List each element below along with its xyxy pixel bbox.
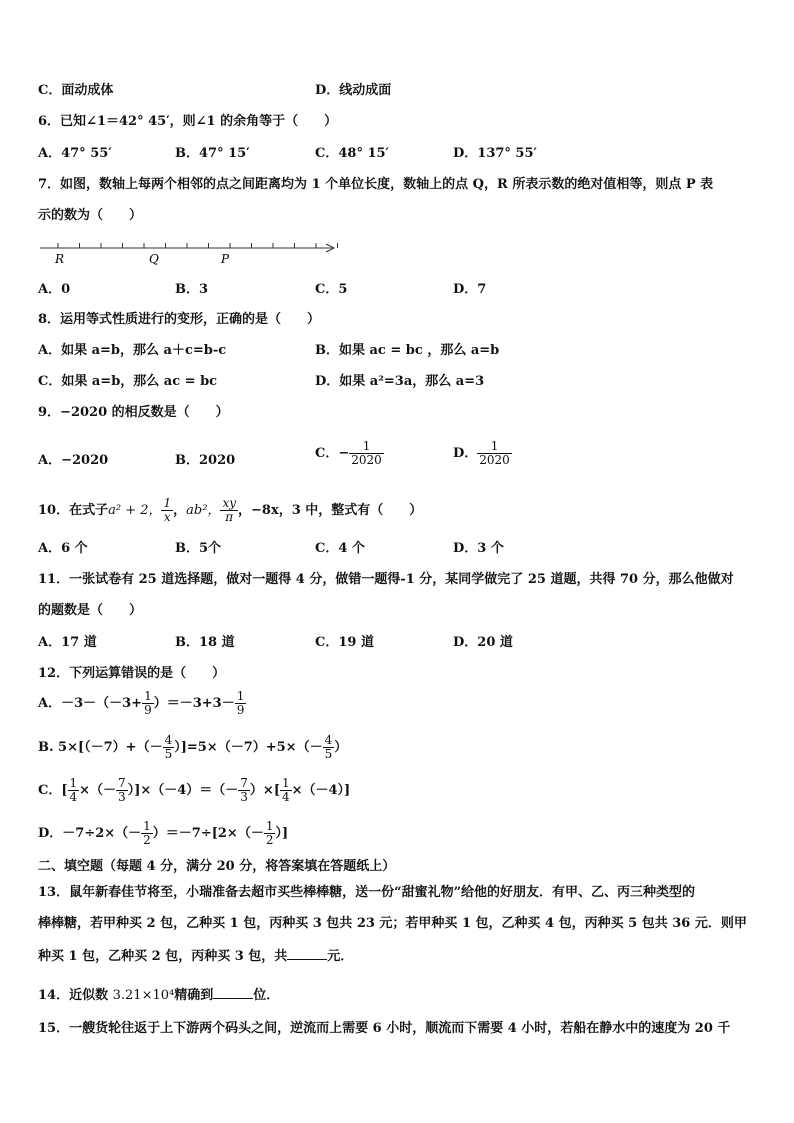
text-segment: 14．近似数 <box>38 988 113 1003</box>
fraction <box>68 777 80 804</box>
q9-stem: 9．−2020 的相反数是（ ） <box>38 405 229 420</box>
q10-comma: ， <box>237 503 251 518</box>
q15-line1: 15．一艘货轮往返于上下游两个码头之间，逆流而上需要 6 小时，顺流而下需要 4 小时，若船在静水中的速度为 20 千 <box>38 1021 731 1036</box>
fraction-numerator: 1 <box>265 819 274 833</box>
q8-option-d: D．如果 a²=3a，那么 a=3 <box>315 374 485 389</box>
fraction-denominator: 9 <box>144 703 152 717</box>
q9-option-c-minus: − <box>338 446 350 461</box>
q10-fraction-1 <box>161 497 173 524</box>
q11-option-a: A．17 道 <box>38 635 97 650</box>
fraction <box>280 777 292 804</box>
fraction-denominator: x <box>161 510 173 524</box>
q6-option-b: B．47° 15′ <box>175 146 250 161</box>
fraction-numerator: xy <box>222 496 236 510</box>
q11-stem-line1: 11．一张试卷有 25 道选择题，做对一题得 4 分，做错一题得-1 分，某同学做完了 25 道题，共得 70 分，那么他做对 <box>38 572 734 587</box>
fraction-denominator: 5 <box>164 747 173 761</box>
q10-fraction-2 <box>220 497 238 524</box>
fraction-numerator: 1 <box>143 819 151 833</box>
q13-line3 <box>38 946 353 966</box>
q7-option-d: D．7 <box>453 282 487 297</box>
q9-option-d-label: D． <box>453 446 478 461</box>
fraction-denominator: 3 <box>240 790 248 804</box>
q11-option-c: C．19 道 <box>315 635 374 650</box>
q12-stem: 12．下列运算错误的是（ ） <box>38 666 226 681</box>
q10-comma: ， <box>173 503 187 518</box>
q7-stem-line1: 7．如图，数轴上每两个相邻的点之间距离均为 1 个单位长度，数轴上的点 Q，R 所表示数的绝对值相等，则点 P 表 <box>38 177 714 192</box>
q9-option-b: B．2020 <box>175 453 236 468</box>
fraction-denominator: 4 <box>281 790 290 804</box>
answer-blank <box>213 985 253 999</box>
fraction <box>163 734 175 761</box>
q13-line1: 13．鼠年新春佳节将至，小瑞准备去超市买些棒棒糖，送一份“甜蜜礼物”给他的好朋友．有甲、乙、丙三种类型的 <box>38 885 696 900</box>
fraction-numerator: 1 <box>144 689 152 703</box>
text-segment: 种买 1 包，乙种买 2 包，丙种买 3 包，共 <box>38 949 288 964</box>
text-segment: ）] <box>275 826 289 841</box>
text-segment: ×（－ <box>79 783 117 798</box>
q6-stem: 6．已知∠1＝42° 45′，则∠1 的余角等于（ ） <box>38 114 338 129</box>
q10-expr-3: ab²， <box>186 503 221 518</box>
q9-option-c <box>315 440 384 467</box>
fraction-numerator: 1 <box>163 496 172 510</box>
q10-prefix: 10．在式子 <box>38 503 109 518</box>
q9-option-a: A．−2020 <box>38 453 109 468</box>
text-segment: 元． <box>327 949 354 964</box>
text-segment: ×（－4）] <box>291 783 351 798</box>
text-segment: ）＝－3+3－ <box>153 696 235 711</box>
fraction-numerator: 1 <box>362 439 371 453</box>
q10-option-d: D．3 个 <box>453 541 504 556</box>
section-2-heading: 二、填空题（每题 4 分，满分 20 分，将答案填在答题纸上） <box>38 859 396 874</box>
text-segment: 位． <box>253 988 280 1003</box>
q8-stem: 8．运用等式性质进行的变形，正确的是（ ） <box>38 312 321 327</box>
fraction-numerator: 4 <box>164 733 173 747</box>
fraction <box>323 734 335 761</box>
q8-option-b: B．如果 ac = bc ，那么 a=b <box>315 343 500 358</box>
fraction-numerator: 7 <box>118 776 126 790</box>
fraction-denominator: 3 <box>118 790 126 804</box>
text-segment: ） <box>334 740 348 755</box>
q10-option-a: A．6 个 <box>38 541 88 556</box>
fraction-numerator: 1 <box>236 689 245 703</box>
q14-stem <box>38 985 279 1005</box>
fraction-denominator: 2020 <box>479 453 510 467</box>
q10-option-b: B．5个 <box>175 541 222 556</box>
fraction-numerator: 1 <box>490 439 499 453</box>
q7-stem-line2: 示的数为（ ） <box>38 208 143 223</box>
text-segment: 精确到 <box>174 988 214 1003</box>
q5-option-d: D．线动成面 <box>315 83 392 98</box>
q7-option-a: A．0 <box>38 282 71 297</box>
q11-option-d: D．20 道 <box>453 635 513 650</box>
number-line-ticks <box>58 243 338 248</box>
point-p-label: P <box>221 252 230 266</box>
fraction-denominator: 2 <box>143 833 151 847</box>
fraction <box>116 777 128 804</box>
fraction <box>238 777 250 804</box>
fraction-denominator: 5 <box>324 747 333 761</box>
q11-stem-line2: 的题数是（ ） <box>38 603 143 618</box>
q10-option-c: C．4 个 <box>315 541 365 556</box>
point-q-label: Q <box>149 252 159 266</box>
q10-expr-1: a² + 2， <box>108 503 162 518</box>
q10-stem <box>38 497 422 524</box>
fraction-denominator: π <box>220 510 238 524</box>
q12-option-d <box>38 820 288 847</box>
fraction-denominator: 9 <box>236 703 245 717</box>
text-segment: ）]=5×（－7）+5×（－ <box>174 740 323 755</box>
q12-option-b <box>38 734 347 761</box>
q10-rest: −8x，3 中，整式有（ ） <box>251 503 423 518</box>
q9-option-d-fraction <box>477 440 512 467</box>
text-segment: ）]×（－4）＝（－ <box>127 783 239 798</box>
q6-option-d: D．137° 55′ <box>453 146 537 161</box>
fraction-numerator: 4 <box>324 733 333 747</box>
fraction-numerator: 1 <box>281 776 290 790</box>
q12-option-c <box>38 777 350 804</box>
fraction <box>141 820 153 847</box>
fraction <box>264 820 276 847</box>
q11-option-b: B．18 道 <box>175 635 235 650</box>
q9-option-c-label: C． <box>315 446 339 461</box>
q7-number-line-figure <box>36 236 340 270</box>
answer-blank <box>287 946 327 960</box>
q8-option-a: A．如果 a=b，那么 a＋c=b-c <box>38 343 227 358</box>
approx-number: 3.21×10⁴ <box>112 988 175 1003</box>
fraction-numerator: 1 <box>69 776 78 790</box>
fraction-denominator: 2020 <box>351 453 382 467</box>
q9-option-d <box>453 440 512 467</box>
q8-option-c: C．如果 a=b，那么 ac = bc <box>38 374 218 389</box>
text-segment: D．－7÷2×（－ <box>38 826 142 841</box>
q9-option-c-fraction <box>349 440 384 467</box>
fraction-denominator: 2 <box>265 833 274 847</box>
text-segment: A．－3－（－3+ <box>38 696 143 711</box>
text-segment: C．[ <box>38 783 68 798</box>
fraction <box>142 690 154 717</box>
text-segment: B. 5×[（－7）+（－ <box>38 740 163 755</box>
point-r-label: R <box>55 252 65 266</box>
q7-option-b: B．3 <box>175 282 209 297</box>
fraction <box>235 690 247 717</box>
text-segment: ）＝－7÷[2×（－ <box>152 826 264 841</box>
fraction-denominator: 4 <box>69 790 78 804</box>
q12-option-a <box>38 690 246 717</box>
q7-option-c: C．5 <box>315 282 348 297</box>
q6-option-a: A．47° 55′ <box>38 146 112 161</box>
q13-line2: 棒棒糖，若甲种买 2 包，乙种买 1 包，丙种买 3 包共 23 元；若甲种买 1 包，乙种买 4 包，丙种买 5 包共 36 元．则甲 <box>38 916 747 931</box>
q5-option-c: C．面动成体 <box>38 83 114 98</box>
text-segment: ）×[ <box>249 783 280 798</box>
fraction-numerator: 7 <box>240 776 248 790</box>
q6-option-c: C．48° 15′ <box>315 146 389 161</box>
